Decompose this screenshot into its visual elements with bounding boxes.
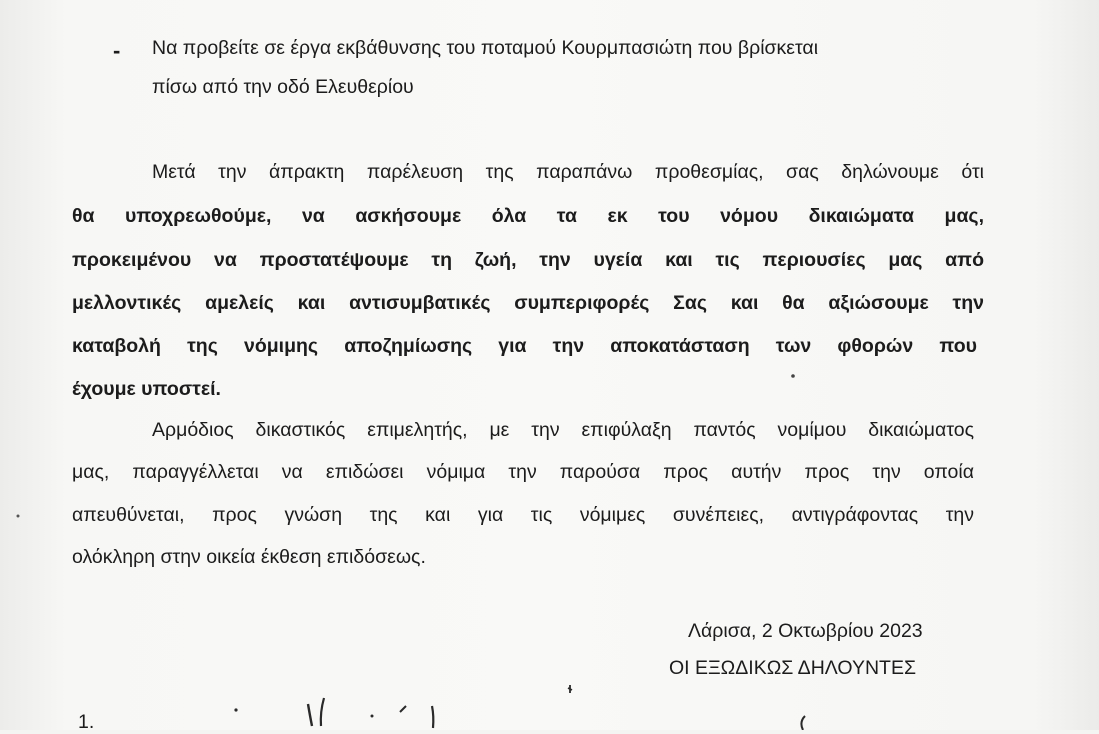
paragraph1-line-5: καταβολή της νόμιμης αποζημίωσης για την αποκατάσταση των φθορών που [72, 335, 977, 357]
place-date: Λάρισα, 2 Οκτωβρίου 2023 [688, 620, 923, 642]
footer-number: 1. [78, 711, 95, 733]
paragraph1-line-4: μελλοντικές αμελείς και αντισυμβατικές συμπεριφορές Σας και θα αξιώσουμε την [72, 292, 984, 314]
paragraph1-line-3: προκειμένου να προστατέψουμε τη ζωή, την υγεία και τις περιουσίες μας από [72, 249, 984, 271]
paragraph1-line-2: θα υποχρεωθούμε, να ασκήσουμε όλα τα εκ του νόμου δικαιώματα μας, [72, 205, 984, 227]
paragraph2-line-2: μας, παραγγέλλεται να επιδώσει νόμιμα την παρούσα προς αυτήν προς την οποία [72, 461, 974, 483]
paragraph1-line-6: έχουμε υποστεί. [72, 378, 221, 400]
bullet-line-2: πίσω από την οδό Ελευθερίου [152, 76, 414, 98]
paragraph2-line-4: ολόκληρη στην οικεία έκθεση επιδόσεως. [72, 546, 426, 568]
bullet-line-1: Να προβείτε σε έργα εκβάθυνσης του ποταμού Κουρμπασιώτη που βρίσκεται [152, 37, 819, 59]
paragraph1-line-1: Μετά την άπρακτη παρέλευση της παραπάνω προθεσμίας, σας δηλώνουμε ότι [152, 161, 984, 183]
paragraph2-line-3: απευθύνεται, προς γνώση της και για τις νόμιμες συνέπειες, αντιγράφοντας την [72, 504, 974, 526]
bullet-dash: - [113, 38, 121, 63]
paragraph2-line-1: Αρμόδιος δικαστικός επιμελητής, με την επιφύλαξη παντός νομίμου δικαιώματος [152, 419, 974, 441]
signatories: ΟΙ ΕΞΩΔΙΚΩΣ ΔΗΛΟΥΝΤΕΣ [669, 657, 917, 679]
